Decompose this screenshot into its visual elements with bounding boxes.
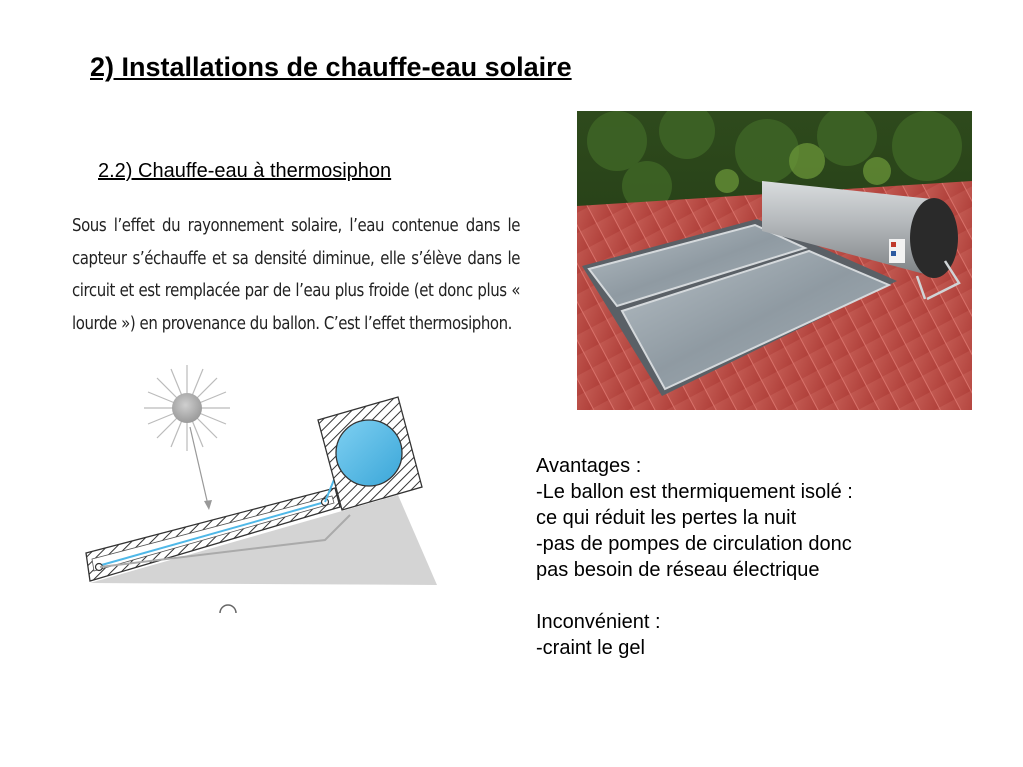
pros-cons-list [536, 453, 853, 661]
sun-icon [144, 365, 230, 451]
cut-off-symbol [220, 605, 236, 613]
advantage-line: pas besoin de réseau électrique [536, 559, 820, 581]
section-subtitle: 2.2) Chauffe-eau à thermosiphon [98, 160, 392, 182]
slide-title: 2) Installations de chauffe-eau solaire [90, 52, 572, 82]
advantage-line: -pas de pompes de circulation donc [536, 533, 852, 555]
disadvantage-line: -craint le gel [536, 637, 645, 659]
disadvantages-heading: Inconvénient : [536, 611, 661, 633]
solar-heater-photo [577, 111, 972, 410]
advantages-heading: Avantages : [536, 455, 642, 477]
advantage-line: ce qui réduit les pertes la nuit [536, 507, 797, 529]
spacer [536, 583, 853, 609]
advantage-line: -Le ballon est thermiquement isolé : [536, 481, 853, 503]
thermosiphon-diagram [80, 355, 445, 617]
thermosiphon-explanation: Sous l’effet du rayonnement solaire, l’eau contenue dans le capteur s’échauffe et sa densité diminue, elle s’élève dans le circuit et est remplacée par de l’eau plus froide (et donc plus « lourde ») en provenance du ballon. C’est l’effet thermosiphon. [72, 216, 521, 334]
